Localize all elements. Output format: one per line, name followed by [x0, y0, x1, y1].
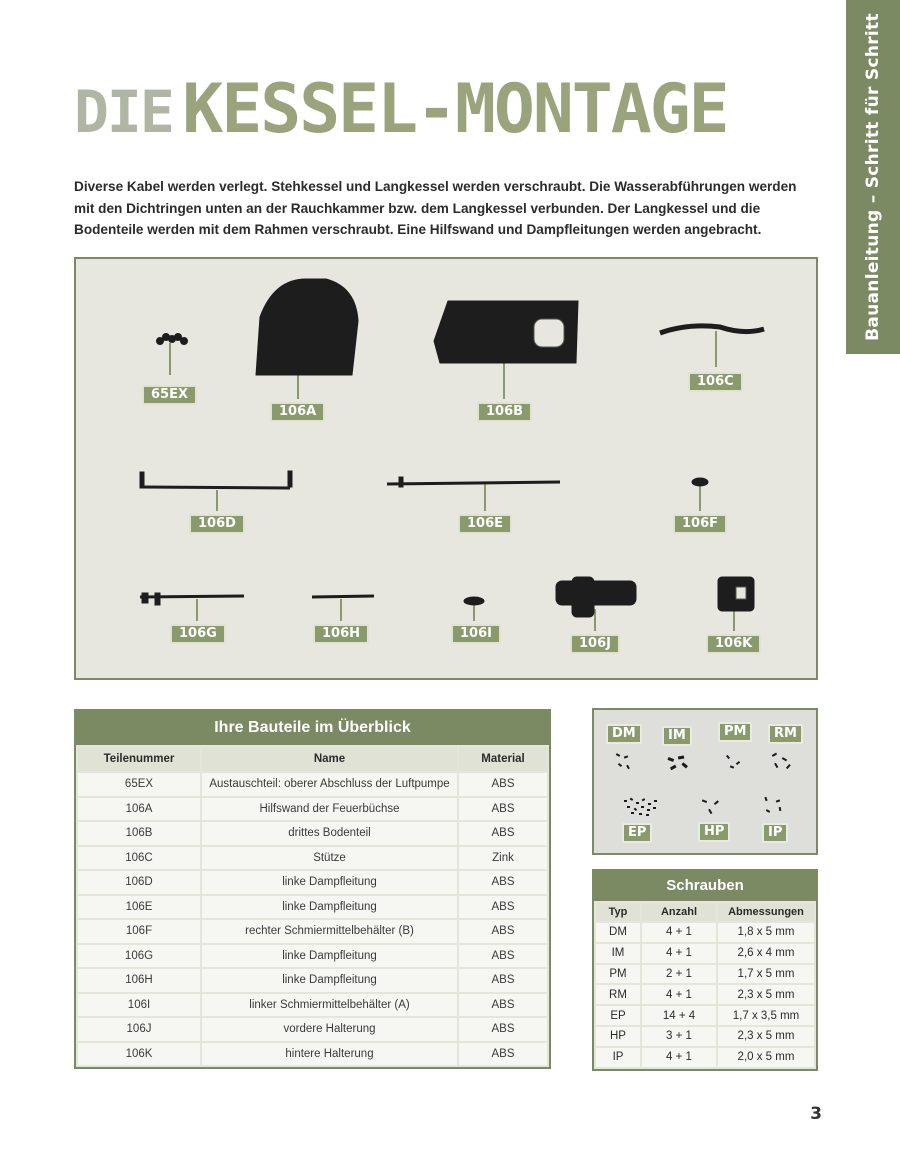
col-header-part-number: Teilenummer [78, 747, 200, 771]
parts-table-row [78, 969, 547, 992]
part-106i [464, 597, 484, 605]
screws-table-row-cell: 1,7 x 3,5 mm [718, 1006, 814, 1025]
parts-table-row-cell: ABS [459, 871, 547, 894]
parts-table-row-cell: ABS [459, 994, 547, 1017]
screws-table-row-cell: PM [596, 965, 640, 984]
parts-table-title: Ihre Bauteile im Überblick [76, 711, 549, 745]
parts-table-header-row [78, 747, 547, 771]
parts-table-row-cell: linke Dampfleitung [202, 896, 457, 919]
screws-table-row-cell: 4 + 1 [642, 985, 716, 1004]
part-106b [434, 301, 578, 363]
screw-label-hp: HP [698, 822, 730, 842]
parts-table-row-cell: ABS [459, 798, 547, 821]
parts-table-row-cell: 106G [78, 945, 200, 968]
screws-photo [592, 708, 818, 855]
title-part1: DIE [74, 78, 173, 146]
screws-table-row-cell: DM [596, 923, 640, 942]
parts-table-row-cell: 106J [78, 1018, 200, 1041]
parts-table-row-cell: Austauschteil: oberer Abschluss der Luftpumpe [202, 773, 457, 796]
screws-table-row [596, 1027, 814, 1046]
screws-table-row-cell: 3 + 1 [642, 1027, 716, 1046]
parts-table-row-cell: rechter Schmiermittelbehälter (B) [202, 920, 457, 943]
page-number: 3 [810, 1104, 822, 1124]
screws-table-row-cell: HP [596, 1027, 640, 1046]
intro-text: Diverse Kabel werden verlegt. Stehkessel und Langkessel werden verschraubt. Die Wasserabführungen werden mit den Dichtringen unten an der Rauchkammer bzw. dem Langkessel verbunden. Der Langkessel und die Bodenteile werden mit dem Rahmen verschraubt. Eine Hilfswand und Dampfleitungen werden angebracht. [74, 179, 797, 237]
screw-label-ip: IP [762, 823, 788, 843]
parts-table-row-cell: 106D [78, 871, 200, 894]
screws-table-row-cell: 2,6 x 4 mm [718, 944, 814, 963]
part-106f [692, 478, 708, 486]
parts-table-row-cell: Stütze [202, 847, 457, 870]
part-label-106k: 106K [706, 634, 761, 654]
parts-table-row-cell: ABS [459, 920, 547, 943]
col-header-material: Material [459, 747, 547, 771]
parts-table-row-cell: 106K [78, 1043, 200, 1066]
col-header-count: Anzahl [642, 903, 716, 921]
screws-table-title: Schrauben [594, 871, 816, 901]
screws-rm [772, 753, 791, 770]
parts-table-row [78, 945, 547, 968]
parts-table-row [78, 773, 547, 796]
parts-table-row [78, 1043, 547, 1066]
parts-table-row-cell: Zink [459, 847, 547, 870]
parts-table-row [78, 798, 547, 821]
parts-table-row-cell: ABS [459, 1018, 547, 1041]
part-106h [312, 596, 374, 597]
screws-table-row-cell: 2 + 1 [642, 965, 716, 984]
screw-label-ep: EP [622, 823, 652, 843]
parts-photo [74, 257, 818, 680]
screws-table-header-row [596, 903, 814, 921]
screws-table-row [596, 965, 814, 984]
screws-table-row [596, 985, 814, 1004]
part-label-106g: 106G [170, 624, 226, 644]
screws-table-row [596, 923, 814, 942]
part-label-65ex: 65EX [142, 385, 197, 405]
part-label-106j: 106J [570, 634, 620, 654]
part-label-106f: 106F [673, 514, 727, 534]
screws-table-body [596, 923, 814, 1067]
part-106a [256, 279, 358, 375]
parts-table-row-cell: drittes Bodenteil [202, 822, 457, 845]
parts-table-row-cell: ABS [459, 822, 547, 845]
part-label-106h: 106H [313, 624, 369, 644]
screws-table-row-cell: IP [596, 1048, 640, 1067]
parts-table-row-cell: ABS [459, 1043, 547, 1066]
parts-table-row-cell: linke Dampfleitung [202, 945, 457, 968]
parts-table-row-cell: 106A [78, 798, 200, 821]
title-part2: KESSEL-MONTAGE [182, 70, 728, 149]
parts-table-row-cell: 106F [78, 920, 200, 943]
screws-table-row-cell: RM [596, 985, 640, 1004]
side-tab-text-wrap [846, 0, 900, 354]
part-106k [718, 577, 754, 611]
screws-table-row-cell: 1,8 x 5 mm [718, 923, 814, 942]
parts-table-row [78, 871, 547, 894]
screws-dm [616, 753, 630, 769]
part-label-106e: 106E [458, 514, 512, 534]
screws-table-row-cell: EP [596, 1006, 640, 1025]
parts-table-row [78, 896, 547, 919]
screws-table-row-cell: 2,0 x 5 mm [718, 1048, 814, 1067]
part-106e [387, 477, 560, 487]
screws-im [667, 755, 687, 770]
part-label-106c: 106C [688, 372, 743, 392]
screws-table-row-cell: 4 + 1 [642, 944, 716, 963]
col-header-type: Typ [596, 903, 640, 921]
parts-table-row-cell: 106H [78, 969, 200, 992]
parts-overview-table [74, 709, 551, 1069]
side-tab-label: Bauanleitung – Schritt für Schritt [863, 13, 884, 341]
part-label-106i: 106I [451, 624, 501, 644]
parts-table-row [78, 994, 547, 1017]
part-label-106d: 106D [189, 514, 245, 534]
parts-table-row-cell: linker Schmiermittelbehälter (A) [202, 994, 457, 1017]
screws-table [592, 869, 818, 1071]
parts-table-row [78, 1018, 547, 1041]
parts-table-row-cell: ABS [459, 945, 547, 968]
parts-table-body [78, 773, 547, 1065]
parts-table-row [78, 920, 547, 943]
parts-table-row-cell: 65EX [78, 773, 200, 796]
part-label-106b: 106B [477, 402, 532, 422]
screws-pm [726, 755, 740, 769]
screws-ip [764, 797, 781, 813]
parts-table-row-cell: hintere Halterung [202, 1043, 457, 1066]
screws-table-row [596, 1006, 814, 1025]
col-header-name: Name [202, 747, 457, 771]
parts-table-row-cell: vordere Halterung [202, 1018, 457, 1041]
parts-table-row-cell: linke Dampfleitung [202, 969, 457, 992]
screws-table-row-cell: 4 + 1 [642, 1048, 716, 1067]
page-title [74, 70, 728, 149]
screw-label-pm: PM [718, 722, 752, 742]
parts-table-row [78, 822, 547, 845]
part-65ex [157, 334, 188, 345]
parts-table-row-cell: ABS [459, 896, 547, 919]
parts-table-row-cell: Hilfswand der Feuerbüchse [202, 798, 457, 821]
screws-table-row-cell: IM [596, 944, 640, 963]
screws-table-row [596, 944, 814, 963]
screws-table-row-cell: 2,3 x 5 mm [718, 1027, 814, 1046]
part-label-106a: 106A [270, 402, 325, 422]
screw-label-rm: RM [768, 724, 803, 744]
screw-label-dm: DM [606, 724, 642, 744]
parts-table-row-cell: 106B [78, 822, 200, 845]
parts-table-row-cell: linke Dampfleitung [202, 871, 457, 894]
part-106g [140, 593, 244, 605]
parts-table-row-cell: 106I [78, 994, 200, 1017]
part-106c [660, 326, 764, 333]
screws-table-row-cell: 1,7 x 5 mm [718, 965, 814, 984]
screws-ep [624, 798, 657, 816]
parts-table-row-cell: 106E [78, 896, 200, 919]
parts-table-row-cell: ABS [459, 969, 547, 992]
parts-table-row-cell: ABS [459, 773, 547, 796]
col-header-dimensions: Abmessungen [718, 903, 814, 921]
parts-table-row [78, 847, 547, 870]
screws-table-row-cell: 4 + 1 [642, 923, 716, 942]
screw-label-im: IM [662, 726, 692, 746]
part-106d [140, 471, 292, 488]
screws-table-row-cell: 2,3 x 5 mm [718, 985, 814, 1004]
screws-hp [702, 799, 719, 814]
parts-table-row-cell: 106C [78, 847, 200, 870]
screws-table-row-cell: 14 + 4 [642, 1006, 716, 1025]
parts-photo-drawing [76, 259, 816, 678]
screws-table-row [596, 1048, 814, 1067]
